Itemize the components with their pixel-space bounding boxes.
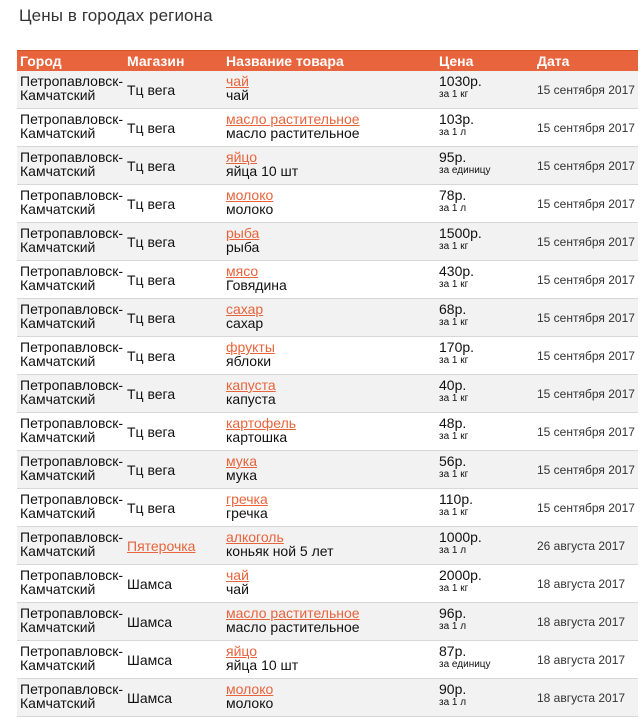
price-value: 103р. bbox=[439, 111, 475, 127]
shop-cell bbox=[124, 185, 223, 223]
city-cell bbox=[17, 565, 124, 603]
product-cell bbox=[223, 641, 436, 679]
city-name-line1: Петропавловск- bbox=[20, 301, 124, 317]
shop-cell bbox=[124, 147, 223, 185]
city-name-line2: Камчатский bbox=[20, 391, 96, 407]
page-title: Цены в городах региона bbox=[19, 6, 213, 25]
date-value: 15 сентября 2017 bbox=[537, 196, 635, 211]
city-name-line1: Петропавловск- bbox=[20, 453, 124, 469]
price-cell bbox=[436, 109, 534, 147]
city-name-line2: Камчатский bbox=[20, 467, 96, 483]
date-value: 15 сентября 2017 bbox=[537, 348, 635, 363]
date-cell bbox=[534, 299, 638, 337]
product-name: чай bbox=[226, 581, 249, 597]
city-name-line1: Петропавловск- bbox=[20, 149, 124, 165]
price-value: 1000р. bbox=[439, 529, 482, 545]
shop-name: Тц вега bbox=[127, 309, 176, 326]
date-cell bbox=[534, 527, 638, 565]
price-cell bbox=[436, 223, 534, 261]
city-name-line2: Камчатский bbox=[20, 239, 96, 255]
table-row bbox=[17, 565, 638, 603]
product-cell bbox=[223, 489, 436, 527]
city-cell bbox=[17, 71, 124, 109]
city-cell bbox=[17, 679, 124, 717]
shop-name: Тц вега bbox=[127, 423, 176, 440]
product-cell bbox=[223, 527, 436, 565]
table-row bbox=[17, 641, 638, 679]
table-row bbox=[17, 527, 638, 565]
table-row bbox=[17, 337, 638, 375]
product-name: яйца 10 шт bbox=[226, 657, 299, 673]
product-name: яйца 10 шт bbox=[226, 163, 299, 179]
category-link[interactable]: алкоголь bbox=[226, 529, 284, 545]
city-cell bbox=[17, 489, 124, 527]
product-cell bbox=[223, 109, 436, 147]
city-name-line1: Петропавловск- bbox=[20, 73, 124, 89]
product-name: масло растительное bbox=[226, 619, 360, 635]
price-unit: за 1 кг bbox=[439, 583, 469, 594]
city-cell bbox=[17, 261, 124, 299]
price-value: 90р. bbox=[439, 681, 467, 697]
prices-table bbox=[17, 50, 638, 717]
date-value: 18 августа 2017 bbox=[537, 614, 626, 629]
shop-cell bbox=[124, 223, 223, 261]
product-name: яблоки bbox=[226, 353, 272, 369]
shop-name: Тц вега bbox=[127, 119, 176, 136]
column-header-shop: Магазин bbox=[124, 51, 223, 72]
shop-name: Тц вега bbox=[127, 385, 176, 402]
date-cell bbox=[534, 603, 638, 641]
category-link[interactable]: капуста bbox=[226, 377, 276, 393]
city-cell bbox=[17, 375, 124, 413]
category-link[interactable]: фрукты bbox=[226, 339, 275, 355]
city-cell bbox=[17, 223, 124, 261]
table-row bbox=[17, 603, 638, 641]
city-name-line2: Камчатский bbox=[20, 201, 96, 217]
price-unit: за 1 кг bbox=[439, 317, 469, 328]
shop-name: Шамса bbox=[127, 613, 173, 630]
table-header-row bbox=[17, 51, 638, 72]
date-cell bbox=[534, 451, 638, 489]
city-name-line2: Камчатский bbox=[20, 315, 96, 331]
product-name: Говядина bbox=[226, 277, 287, 293]
price-cell bbox=[436, 603, 534, 641]
price-unit: за 1 л bbox=[439, 621, 467, 632]
shop-name: Тц вега bbox=[127, 81, 176, 98]
city-cell bbox=[17, 641, 124, 679]
category-link[interactable]: молоко bbox=[226, 187, 274, 203]
price-value: 96р. bbox=[439, 605, 467, 621]
city-name-line2: Камчатский bbox=[20, 657, 96, 673]
date-cell bbox=[534, 679, 638, 717]
product-name: масло растительное bbox=[226, 125, 360, 141]
column-header-price: Цена bbox=[436, 51, 534, 72]
city-name-line2: Камчатский bbox=[20, 163, 96, 179]
category-link[interactable]: рыба bbox=[226, 225, 260, 241]
shop-link[interactable]: Пятерочка bbox=[127, 537, 196, 554]
product-name: мука bbox=[226, 467, 258, 483]
table-row bbox=[17, 71, 638, 109]
category-link[interactable]: мясо bbox=[226, 263, 259, 279]
product-name: сахар bbox=[226, 315, 264, 331]
price-unit: за 1 кг bbox=[439, 89, 469, 100]
price-value: 87р. bbox=[439, 643, 467, 659]
date-cell bbox=[534, 489, 638, 527]
price-value: 56р. bbox=[439, 453, 467, 469]
shop-name: Тц вега bbox=[127, 499, 176, 516]
shop-cell bbox=[124, 413, 223, 451]
city-cell bbox=[17, 603, 124, 641]
category-link[interactable]: чай bbox=[226, 73, 249, 89]
shop-cell bbox=[124, 261, 223, 299]
category-link[interactable]: сахар bbox=[226, 301, 264, 317]
city-name-line1: Петропавловск- bbox=[20, 263, 124, 279]
city-name-line1: Петропавловск- bbox=[20, 339, 124, 355]
city-name-line1: Петропавловск- bbox=[20, 111, 124, 127]
date-cell bbox=[534, 261, 638, 299]
product-cell bbox=[223, 71, 436, 109]
product-cell bbox=[223, 223, 436, 261]
category-link[interactable]: масло растительное bbox=[226, 111, 360, 127]
date-cell bbox=[534, 223, 638, 261]
price-unit: за 1 л bbox=[439, 697, 467, 708]
city-cell bbox=[17, 185, 124, 223]
category-link[interactable]: гречка bbox=[226, 491, 268, 507]
shop-name: Тц вега bbox=[127, 195, 176, 212]
price-cell bbox=[436, 299, 534, 337]
price-unit: за 1 л bbox=[439, 203, 467, 214]
price-cell bbox=[436, 147, 534, 185]
shop-name: Тц вега bbox=[127, 271, 176, 288]
date-value: 15 сентября 2017 bbox=[537, 310, 635, 325]
product-cell bbox=[223, 147, 436, 185]
price-cell bbox=[436, 489, 534, 527]
price-unit: за 1 кг bbox=[439, 279, 469, 290]
product-cell bbox=[223, 603, 436, 641]
column-header-city: Город bbox=[17, 51, 124, 72]
city-name-line1: Петропавловск- bbox=[20, 415, 124, 431]
shop-name: Тц вега bbox=[127, 157, 176, 174]
product-name: молоко bbox=[226, 201, 274, 217]
price-value: 78р. bbox=[439, 187, 467, 203]
price-unit: за 1 кг bbox=[439, 355, 469, 366]
city-name-line1: Петропавловск- bbox=[20, 681, 124, 697]
category-link[interactable]: яйцо bbox=[226, 149, 258, 165]
table-row bbox=[17, 185, 638, 223]
price-cell bbox=[436, 261, 534, 299]
table-row bbox=[17, 679, 638, 717]
category-link[interactable]: чай bbox=[226, 567, 249, 583]
product-name: молоко bbox=[226, 695, 274, 711]
date-value: 15 сентября 2017 bbox=[537, 386, 635, 401]
category-link[interactable]: молоко bbox=[226, 681, 274, 697]
date-value: 26 августа 2017 bbox=[537, 538, 626, 553]
city-cell bbox=[17, 299, 124, 337]
price-value: 95р. bbox=[439, 149, 467, 165]
city-name-line1: Петропавловск- bbox=[20, 567, 124, 583]
price-unit: за 1 кг bbox=[439, 469, 469, 480]
city-name-line1: Петропавловск- bbox=[20, 529, 124, 545]
product-cell bbox=[223, 679, 436, 717]
price-value: 170р. bbox=[439, 339, 475, 355]
date-value: 15 сентября 2017 bbox=[537, 234, 635, 249]
price-cell bbox=[436, 679, 534, 717]
city-name-line2: Камчатский bbox=[20, 429, 96, 445]
price-cell bbox=[436, 527, 534, 565]
price-unit: за 1 л bbox=[439, 545, 467, 556]
date-cell bbox=[534, 147, 638, 185]
product-cell bbox=[223, 337, 436, 375]
city-cell bbox=[17, 413, 124, 451]
category-link[interactable]: мука bbox=[226, 453, 258, 469]
shop-cell bbox=[124, 299, 223, 337]
price-cell bbox=[436, 413, 534, 451]
city-cell bbox=[17, 451, 124, 489]
shop-name: Тц вега bbox=[127, 347, 176, 364]
price-unit: за 1 кг bbox=[439, 241, 469, 252]
category-link[interactable]: масло растительное bbox=[226, 605, 360, 621]
shop-name: Тц вега bbox=[127, 461, 176, 478]
price-unit: за единицу bbox=[439, 659, 491, 670]
product-cell bbox=[223, 451, 436, 489]
shop-name: Шамса bbox=[127, 575, 173, 592]
table-row bbox=[17, 413, 638, 451]
category-link[interactable]: картофель bbox=[226, 415, 297, 431]
product-cell bbox=[223, 413, 436, 451]
table-body bbox=[17, 71, 638, 717]
shop-cell bbox=[124, 71, 223, 109]
product-name: коньяк ной 5 лет bbox=[226, 543, 334, 559]
table-row bbox=[17, 147, 638, 185]
city-name-line2: Камчатский bbox=[20, 619, 96, 635]
product-name: капуста bbox=[226, 391, 276, 407]
table-row bbox=[17, 451, 638, 489]
shop-cell bbox=[124, 679, 223, 717]
date-cell bbox=[534, 71, 638, 109]
city-name-line1: Петропавловск- bbox=[20, 377, 124, 393]
price-value: 110р. bbox=[439, 491, 473, 507]
table-row bbox=[17, 375, 638, 413]
price-unit: за 1 кг bbox=[439, 507, 469, 518]
date-value: 15 сентября 2017 bbox=[537, 272, 635, 287]
price-unit: за 1 кг bbox=[439, 393, 469, 404]
city-name-line2: Камчатский bbox=[20, 87, 96, 103]
price-value: 40р. bbox=[439, 377, 467, 393]
date-value: 15 сентября 2017 bbox=[537, 82, 635, 97]
price-value: 48р. bbox=[439, 415, 467, 431]
product-name: рыба bbox=[226, 239, 260, 255]
shop-cell bbox=[124, 337, 223, 375]
date-cell bbox=[534, 641, 638, 679]
shop-name: Шамса bbox=[127, 651, 173, 668]
product-name: картошка bbox=[226, 429, 288, 445]
shop-cell bbox=[124, 375, 223, 413]
price-value: 2000р. bbox=[439, 567, 482, 583]
date-cell bbox=[534, 413, 638, 451]
product-name: гречка bbox=[226, 505, 268, 521]
city-name-line2: Камчатский bbox=[20, 543, 96, 559]
category-link[interactable]: яйцо bbox=[226, 643, 258, 659]
city-name-line1: Петропавловск- bbox=[20, 605, 124, 621]
price-cell bbox=[436, 641, 534, 679]
price-value: 1500р. bbox=[439, 225, 482, 241]
date-value: 18 августа 2017 bbox=[537, 652, 626, 667]
table-row bbox=[17, 489, 638, 527]
shop-cell bbox=[124, 527, 223, 565]
price-unit: за единицу bbox=[439, 165, 491, 176]
city-name-line2: Камчатский bbox=[20, 125, 96, 141]
price-value: 1030р. bbox=[439, 73, 482, 89]
column-header-date: Дата bbox=[534, 51, 638, 72]
date-value: 15 сентября 2017 bbox=[537, 424, 635, 439]
city-name-line1: Петропавловск- bbox=[20, 225, 124, 241]
shop-cell bbox=[124, 451, 223, 489]
table-row bbox=[17, 109, 638, 147]
price-cell bbox=[436, 451, 534, 489]
price-value: 430р. bbox=[439, 263, 475, 279]
date-value: 15 сентября 2017 bbox=[537, 158, 635, 173]
shop-cell bbox=[124, 603, 223, 641]
date-value: 15 сентября 2017 bbox=[537, 462, 635, 477]
date-cell bbox=[534, 109, 638, 147]
city-name-line1: Петропавловск- bbox=[20, 187, 124, 203]
price-unit: за 1 кг bbox=[439, 431, 469, 442]
shop-cell bbox=[124, 109, 223, 147]
date-value: 15 сентября 2017 bbox=[537, 500, 635, 515]
price-cell bbox=[436, 565, 534, 603]
table-row bbox=[17, 261, 638, 299]
price-value: 68р. bbox=[439, 301, 467, 317]
table-row bbox=[17, 299, 638, 337]
shop-cell bbox=[124, 641, 223, 679]
product-cell bbox=[223, 299, 436, 337]
product-cell bbox=[223, 185, 436, 223]
city-cell bbox=[17, 337, 124, 375]
city-name-line1: Петропавловск- bbox=[20, 643, 124, 659]
product-cell bbox=[223, 375, 436, 413]
date-value: 18 августа 2017 bbox=[537, 690, 626, 705]
shop-name: Тц вега bbox=[127, 233, 176, 250]
price-cell bbox=[436, 71, 534, 109]
city-cell bbox=[17, 147, 124, 185]
product-cell bbox=[223, 261, 436, 299]
city-cell bbox=[17, 109, 124, 147]
price-unit: за 1 л bbox=[439, 127, 467, 138]
date-cell bbox=[534, 375, 638, 413]
product-cell bbox=[223, 565, 436, 603]
city-name-line2: Камчатский bbox=[20, 695, 96, 711]
date-cell bbox=[534, 565, 638, 603]
city-name-line2: Камчатский bbox=[20, 353, 96, 369]
city-name-line2: Камчатский bbox=[20, 581, 96, 597]
city-name-line2: Камчатский bbox=[20, 277, 96, 293]
price-cell bbox=[436, 185, 534, 223]
city-name-line2: Камчатский bbox=[20, 505, 96, 521]
date-cell bbox=[534, 337, 638, 375]
date-value: 15 сентября 2017 bbox=[537, 120, 635, 135]
date-value: 18 августа 2017 bbox=[537, 576, 626, 591]
table-row bbox=[17, 223, 638, 261]
shop-name: Шамса bbox=[127, 689, 173, 706]
product-name: чай bbox=[226, 87, 249, 103]
shop-cell bbox=[124, 489, 223, 527]
shop-cell bbox=[124, 565, 223, 603]
price-cell bbox=[436, 375, 534, 413]
date-cell bbox=[534, 185, 638, 223]
city-name-line1: Петропавловск- bbox=[20, 491, 124, 507]
price-cell bbox=[436, 337, 534, 375]
column-header-product: Название товара bbox=[223, 51, 436, 72]
city-cell bbox=[17, 527, 124, 565]
